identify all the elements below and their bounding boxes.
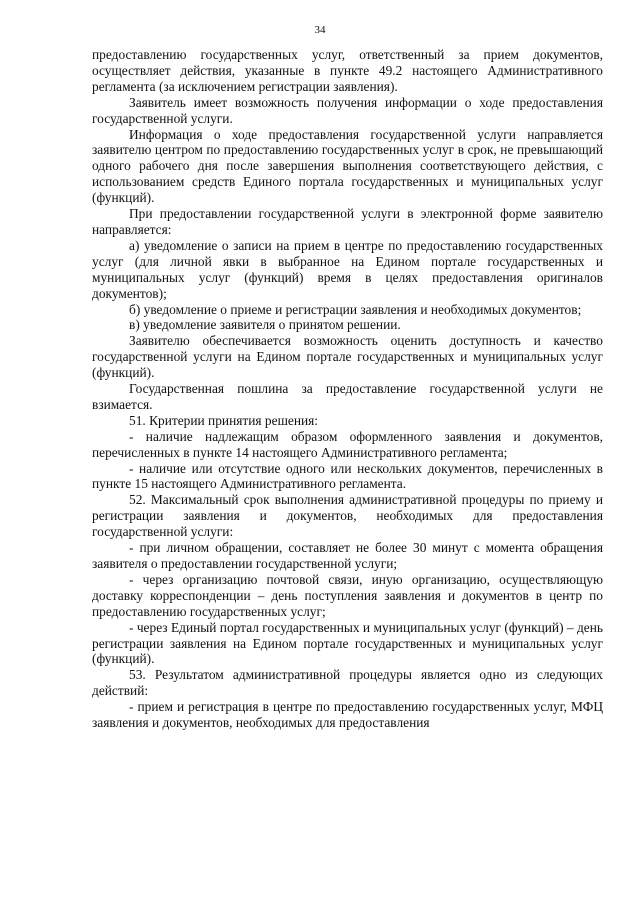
paragraph: б) уведомление о приеме и регистрации заявления и необходимых документов; [129,301,582,317]
paragraph: 51. Критерии принятия решения: [129,412,319,428]
paragraph: Заявитель имеет возможность получения информации о ходе предоставления государственной услуги. [92,94,603,126]
paragraph: - при личном обращении, составляет не более 30 минут с момента обращения заявителя о предоставлении государственной услуги; [92,540,603,571]
paragraph: При предоставлении государственной услуги в электронной форме заявителю направляется: [92,206,603,237]
paragraph: 53. Результатом административной процедуры является одно из следующих действий: [92,667,603,699]
paragraph: в) уведомление заявителя о принятом решении. [129,317,401,333]
paragraph: Государственная пошлина за предоставление государственной услуги не взимается. [92,381,603,412]
document-body [92,47,603,731]
paragraph: - наличие надлежащим образом оформленного заявления и документов, перечисленных в пункте 14 настоящего Административного регламента; [92,428,603,460]
paragraph: - через Единый портал государственных и муниципальных услуг (функций) – день регистрации заявления на Едином портале государственных и муниципальных услуг (функций). [92,619,603,667]
paragraph: - через организацию почтовой связи, иную организацию, осуществляющую доставку корреспонденции – день поступления заявления и документов в центр по предоставлению государственных услуг; [92,571,603,619]
paragraph: 52. Максимальный срок выполнения административной процедуры по приему и регистрации заявления и документов, необходимых для предоставления государственной услуги: [92,492,603,540]
paragraph: - прием и регистрация в центре по предоставлению государственных услуг, МФЦ заявления и документов, необходимых для предоставления [92,699,603,731]
paragraph: предоставлению государственных услуг, ответственный за прием документов, осуществляет действия, указанные в пункте 49.2 настоящего Административного регламента (за исключением регистрации заявления). [92,47,603,94]
paragraph: Заявителю обеспечивается возможность оценить доступность и качество государственной услуги на Едином портале государственных и муниципальных услуг (функций). [92,333,603,381]
page-number: 34 [314,24,326,36]
paragraph: а) уведомление о записи на прием в центре по предоставлению государственных услуг (для личной явки в выбранное на Едином портале государственных и муниципальных услуг (функций) время в целях предоставления оригиналов документов); [92,237,603,301]
paragraph: - наличие или отсутствие одного или нескольких документов, перечисленных в пункте 15 настоящего Административного регламента. [92,460,603,492]
paragraph: Информация о ходе предоставления государственной услуги направляется заявителю центром по предоставлению государственных услуг в срок, не превышающий одного рабочего дня после завершения выполнения соответствующего действия, с использованием средств Единого портала государственных и муниципальных услуг (функций). [92,126,603,206]
